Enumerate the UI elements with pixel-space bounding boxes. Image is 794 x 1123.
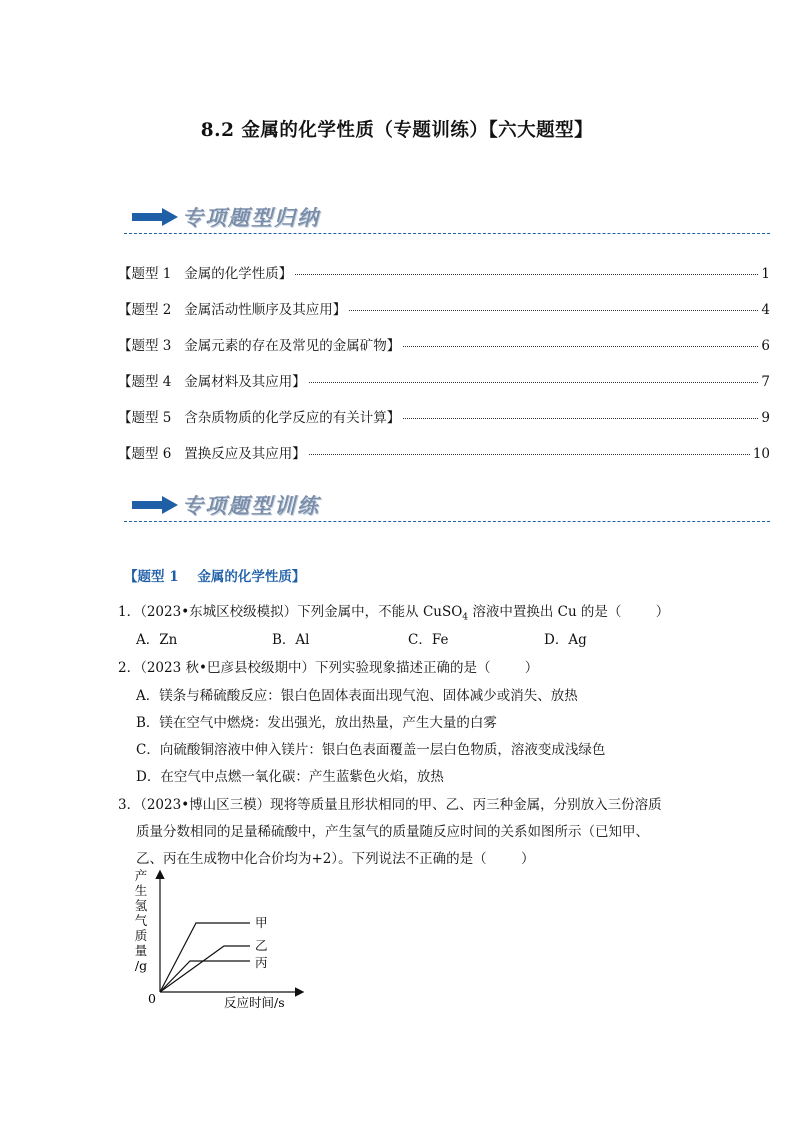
arrow-right-icon (132, 208, 178, 226)
toc-item-2[interactable] (118, 298, 770, 316)
question-1-options (136, 628, 680, 648)
question-2-option-c[interactable]: C．向硫酸铜溶液中伸入镁片：银白色表面覆盖一层白色物质，溶液变成浅绿色 (136, 742, 606, 758)
banner-summary (124, 200, 770, 234)
y-axis-label-char: 氢 (134, 898, 148, 913)
toc-item-label: 【题型 4 金属材料及其应用】 (118, 374, 306, 390)
toc-item-5[interactable] (118, 406, 770, 424)
y-axis-label-char: 气 (134, 913, 148, 928)
x-axis-label: 反应时间/s (224, 995, 285, 1010)
question-2-stem: 2．（2023 秋•巴彦县校级期中）下列实验现象描述正确的是（ ） (118, 660, 539, 676)
toc-item-label: 【题型 3 金属元素的存在及常见的金属矿物】 (118, 338, 401, 354)
q1-stem-b: 溶液中置换出 Cu 的是（ ） (468, 604, 670, 620)
q1-subscript: 4 (462, 612, 469, 623)
toc-item-label: 【题型 1 金属的化学性质】 (118, 266, 293, 282)
question-2-option-d[interactable]: D．在空气中点燃一氧化碳：产生蓝紫色火焰，放热 (136, 769, 444, 785)
question-1-stem (118, 600, 669, 623)
question-2-option-b[interactable]: B．镁在空气中燃烧：发出强光，放出热量，产生大量的白雾 (136, 715, 497, 731)
section-heading: 【题型 1 金属的化学性质】 (124, 569, 306, 585)
toc-item-page: 4 (761, 302, 770, 318)
series-line-yi (160, 946, 250, 992)
question-2-option-a[interactable]: A．镁条与稀硫酸反应：银白色固体表面出现气泡、固体减少或消失、放热 (136, 688, 578, 704)
toc-item-6[interactable] (118, 442, 770, 460)
y-axis-label-char: 量 (134, 943, 148, 958)
arrow-right-icon (132, 496, 178, 514)
toc-leader (309, 382, 759, 383)
y-axis-label-char: 质 (134, 928, 148, 943)
toc-item-4[interactable] (118, 370, 770, 388)
y-axis-label-char: 产 (134, 868, 148, 883)
banner-training-title: 专项题型训练 (182, 493, 320, 518)
toc-item-page: 9 (761, 410, 770, 426)
toc-leader (295, 274, 758, 275)
toc-item-page: 1 (761, 266, 770, 282)
question-3-line-3: 乙、丙在生成物中化合价均为+2）。下列说法不正确的是（ ） (136, 851, 535, 867)
q1-stem-a: 1．（2023•东城区校级模拟）下列金属中，不能从 CuSO (118, 604, 463, 620)
option-c[interactable]: C．Fe (408, 632, 449, 648)
toc-leader (349, 310, 758, 311)
question-3-line-2: 质量分数相同的足量稀硫酸中，产生氢气的质量随反应时间的关系如图所示（已知甲、 (136, 824, 649, 840)
y-axis-label-char: /g (134, 958, 148, 973)
series-label-bing: 丙 (255, 955, 268, 970)
toc-item-label: 【题型 2 金属活动性顺序及其应用】 (118, 302, 347, 318)
series-label-jia: 甲 (255, 915, 268, 930)
toc-item-page: 10 (752, 446, 770, 462)
toc-item-label: 【题型 6 置换反应及其应用】 (118, 446, 306, 462)
option-d[interactable]: D．Ag (544, 632, 587, 648)
banner-summary-title: 专项题型归纳 (182, 205, 320, 230)
origin-label: 0 (148, 991, 156, 1006)
toc-item-1[interactable] (118, 262, 770, 280)
toc-item-3[interactable] (118, 334, 770, 352)
series-label-yi: 乙 (255, 938, 268, 953)
question-3-line-1: 3．（2023•博山区三模）现将等质量且形状相同的甲、乙、丙三种金属，分别放入三份溶质 (118, 797, 662, 813)
banner-divider (124, 521, 770, 522)
page-title: 8.2 金属的化学性质（专题训练）【六大题型】 (200, 120, 594, 141)
toc-leader (309, 454, 750, 455)
toc-leader (403, 418, 758, 419)
banner-divider (124, 233, 770, 234)
banner-training (124, 488, 770, 522)
hydrogen-mass-graph (126, 866, 316, 1014)
option-a[interactable]: A．Zn (136, 632, 178, 648)
toc-item-page: 6 (761, 338, 770, 354)
toc-item-label: 【题型 5 含杂质物质的化学反应的有关计算】 (118, 410, 401, 426)
y-axis-label-char: 生 (134, 883, 148, 898)
option-b[interactable]: B．Al (272, 632, 310, 648)
toc-item-page: 7 (761, 374, 770, 390)
toc-leader (403, 346, 758, 347)
